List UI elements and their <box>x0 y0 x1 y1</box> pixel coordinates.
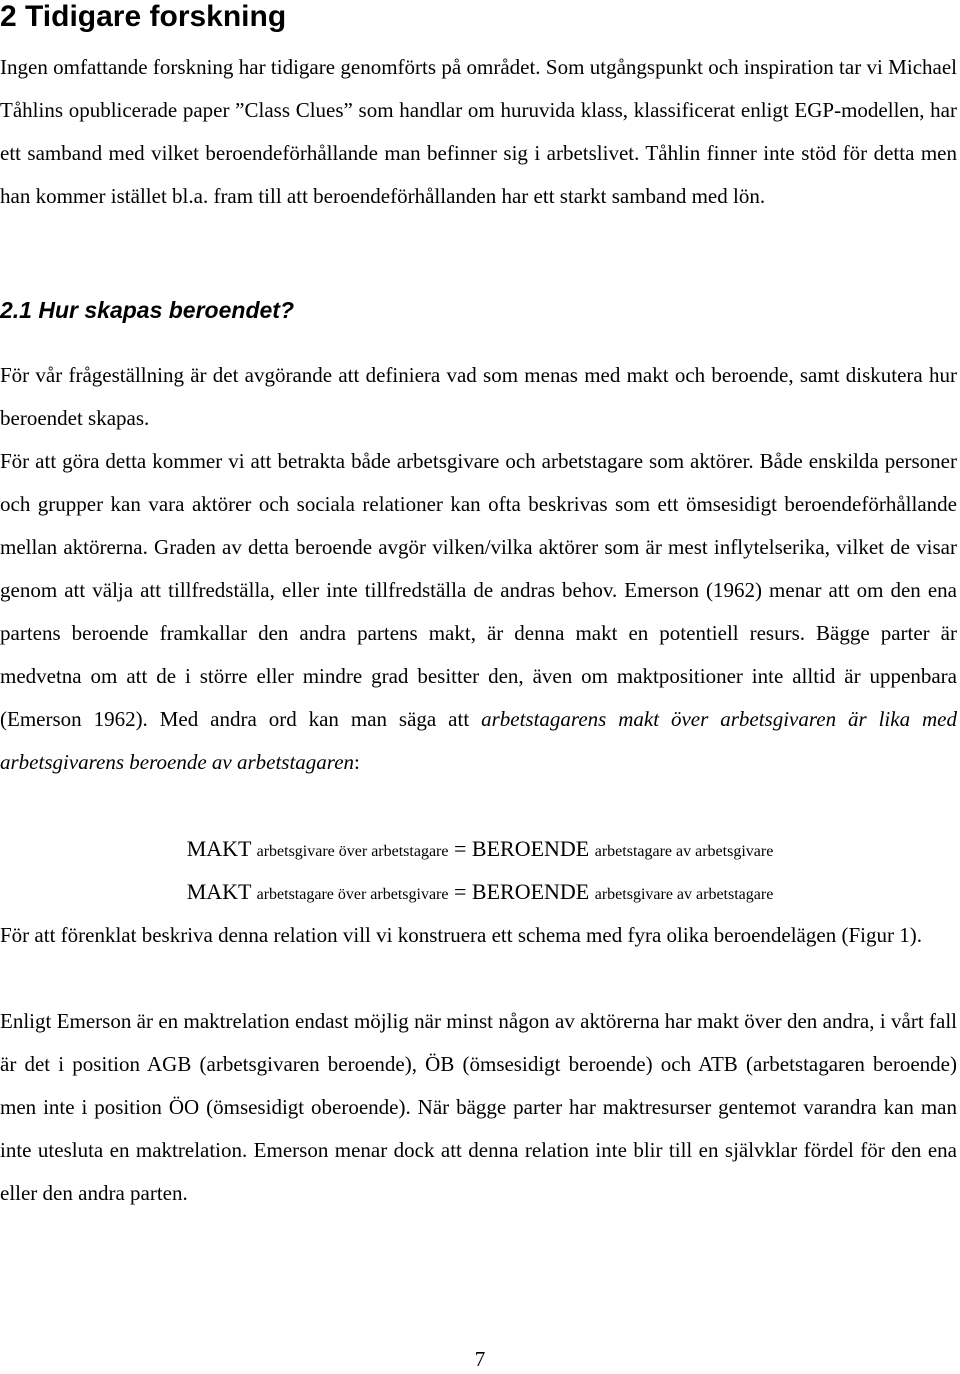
intro-paragraph: Ingen omfattande forskning har tidigare genomförts på området. Som utgångspunkt och inspiration tar vi Michael Tåhlins opublicerade paper ”Class Clues” som handlar om huruvida klass, klassificerat enligt EGP-modellen, har ett samband med vilket beroendeförhållande man befinner sig i arbetslivet. Tåhlin finner inte stöd för detta men han kommer istället bl.a. fram till att beroendeförhållanden har ett starkt samband med lön. <box>0 55 957 208</box>
section-paragraph-1: För vår frågeställning är det avgörande att definiera vad som menas med makt och beroende, samt diskutera hur beroendet skapas. <box>0 363 957 430</box>
equation-beroende-subscript: arbetstagare av arbetsgivare <box>594 843 774 860</box>
equation-makt-subscript: arbetsgivare över arbetstagare <box>256 843 449 860</box>
equation-beroende: BEROENDE <box>471 879 590 904</box>
page-number: 7 <box>474 1347 486 1371</box>
equation-makt: MAKT <box>186 836 252 861</box>
equation-beroende-subscript: arbetsgivare av arbetstagare <box>594 886 774 903</box>
equation-1 <box>0 834 960 867</box>
paragraph-text: För att göra detta kommer vi att betrakta både arbetsgivare och arbetstagare som aktörer. Både enskilda personer och grupper kan vara aktörer och sociala relationer kan ofta beskrivas som ett ömsesidigt beroendeförhållande mellan aktörerna. Graden av detta beroende avgör vilken/vilka aktörer som är mest inflytelserika, vilket de visar genom att välja att tillfredställa, eller inte tillfredställa de andras behov. Emerson (1962) menar att om den ena partens beroende framkallar den andra partens makt, är denna makt en potentiell resurs. Bägge parter är medvetna om att de i större eller mindre grad besitter den, även om maktpositioner inte alltid är uppenbara (Emerson 1962). Med andra ord kan man säga att <box>0 449 957 731</box>
equation-makt-subscript: arbetstagare över arbetsgivare <box>256 886 449 903</box>
section-subheading: 2.1 Hur skapas beroendet? <box>0 297 294 323</box>
equation-equals: = <box>453 836 467 861</box>
equation-makt: MAKT <box>186 879 252 904</box>
equation-equals: = <box>453 879 467 904</box>
section-paragraph-3: För att förenklat beskriva denna relation vill vi konstruera ett schema med fyra olika beroendelägen (Figur 1). <box>0 923 922 947</box>
section-paragraph-2 <box>0 440 957 784</box>
paragraph-italic-text: arbetstagarens makt över arbetsgivaren är lika med arbetsgivarens beroende av arbetstagaren <box>0 707 957 774</box>
equation-beroende: BEROENDE <box>471 836 590 861</box>
paragraph-end: : <box>354 750 360 774</box>
section-paragraph-4: Enligt Emerson är en maktrelation endast möjlig när minst någon av aktörerna har makt över den andra, i vårt fall är det i position AGB (arbetsgivaren beroende), ÖB (ömsesidigt beroende) och ATB (arbetstagaren beroende) men inte i position ÖO (ömsesidigt oberoende). När bägge parter har maktresurser gentemot varandra kan man inte utesluta en maktrelation. Emerson menar dock att denna relation inte blir till en självklar fördel för den ena eller den andra parten. <box>0 1009 957 1205</box>
equation-2 <box>0 877 960 910</box>
page-title: 2 Tidigare forskning <box>0 0 287 33</box>
